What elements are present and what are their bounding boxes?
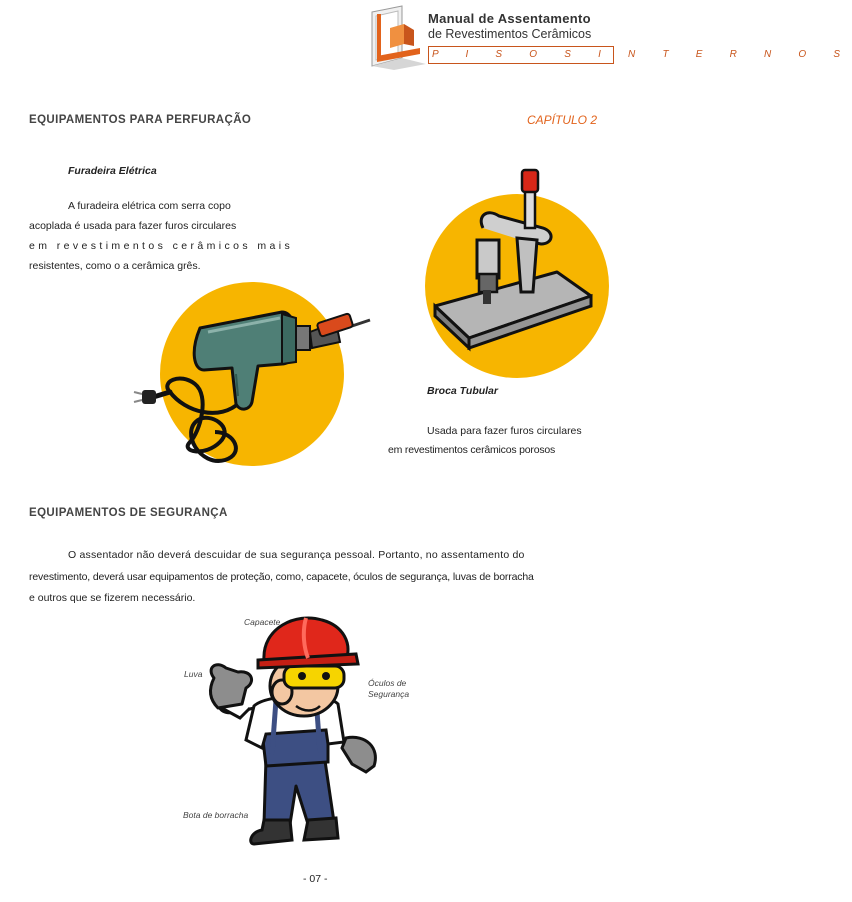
drill-text-line4: resistentes, como o a cerâmica grês.: [29, 260, 201, 272]
section-title-seguranca: EQUIPAMENTOS DE SEGURANÇA: [29, 507, 228, 519]
tubular-text-line1: Usada para fazer furos circulares: [427, 425, 582, 437]
safety-text-line3: e outros que se fizerem necessário.: [29, 592, 196, 604]
safety-text-line1: O assentador não deverá descuidar de sua segurança pessoal. Portanto, no assentamento do: [68, 549, 525, 561]
header-subtitle: P I S O S I N T E R N O S: [432, 49, 852, 60]
label-oculos-line2: Segurança: [368, 689, 410, 699]
label-oculos-line1: Óculos de: [368, 678, 407, 688]
header-title-line1: Manual de Assentamento: [428, 11, 591, 26]
electric-drill-illustration: [140, 292, 372, 470]
label-luva: Luva: [184, 669, 203, 679]
page-number: - 07 -: [303, 873, 328, 885]
safety-worker-illustration: [196, 608, 392, 870]
drill-text-line3: em revestimentos cerâmicos mais: [29, 240, 294, 252]
drill-heading: Furadeira Elétrica: [68, 165, 157, 177]
chapter-label: CAPÍTULO 2: [527, 113, 598, 127]
tubular-text-line2: em revestimentos cerâmicos porosos: [388, 444, 556, 456]
label-bota: Bota de borracha: [183, 810, 249, 820]
header-title-line2: de Revestimentos Cerâmicos: [428, 27, 592, 41]
manual-logo-icon: [368, 6, 430, 70]
drill-text-line2: acoplada é usada para fazer furos circulares: [29, 220, 237, 232]
safety-text-line2: revestimento, deverá usar equipamentos de proteção, como, capacete, óculos de segurança, luvas de borracha: [29, 571, 534, 583]
section-title-perfuracao: EQUIPAMENTOS PARA PERFURAÇÃO: [29, 114, 252, 126]
drill-text-line1: A furadeira elétrica com serra copo: [68, 200, 231, 212]
tubular-heading: Broca Tubular: [427, 385, 498, 397]
tubular-drill-illustration: [425, 168, 605, 378]
label-capacete: Capacete: [244, 617, 281, 627]
